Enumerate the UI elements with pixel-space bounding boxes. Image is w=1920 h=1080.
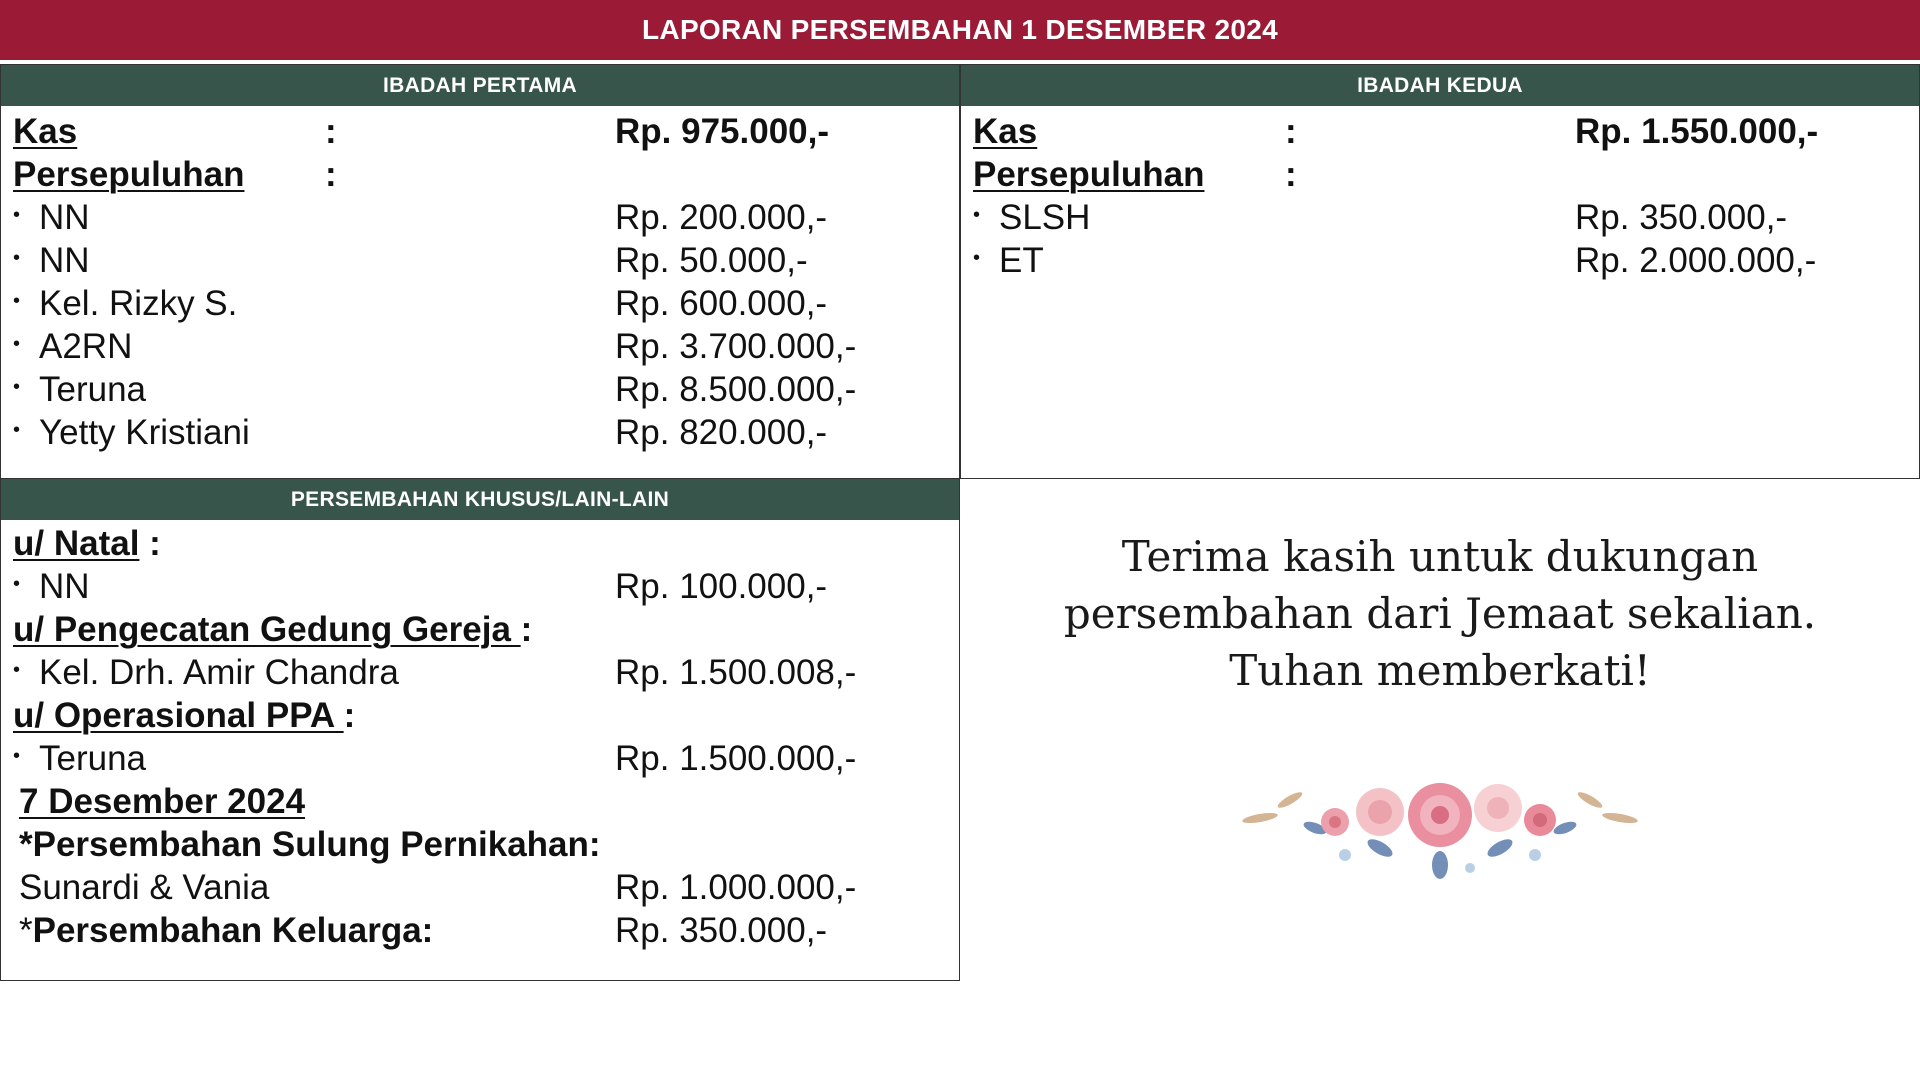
- kas-row: [13, 110, 959, 153]
- natal-colon: :: [139, 524, 161, 563]
- persembahan-khusus-header: [1, 479, 959, 520]
- donor-name: Kel. Rizky S.: [39, 284, 238, 323]
- donor-amount: Rp. 3.700.000,-: [615, 327, 857, 366]
- operasional-label: u/ Operasional PPA: [13, 696, 344, 735]
- kas-label: Kas: [973, 112, 1038, 151]
- keluarga-amount: Rp. 350.000,-: [615, 911, 828, 950]
- natal-label: u/ Natal: [13, 524, 140, 563]
- pengecatan-colon: :: [520, 610, 533, 649]
- persembahan-khusus-panel: [0, 478, 960, 981]
- list-item: [13, 239, 959, 282]
- thank-you-message: [1040, 528, 1840, 699]
- ibadah-pertama-heading: IBADAH PERTAMA: [383, 73, 577, 97]
- kas-value: Rp. 975.000,-: [615, 112, 829, 151]
- pengecatan-label: u/ Pengecatan Gedung Gereja: [13, 610, 521, 649]
- kas-label: Kas: [13, 112, 78, 151]
- persepuluhan-label: Persepuluhan: [13, 155, 245, 194]
- ibadah-pertama-panel: [0, 64, 960, 479]
- donor-name: Teruna: [39, 739, 147, 778]
- bullet-icon: •: [13, 247, 21, 270]
- donor-amount: Rp. 1.500.008,-: [615, 653, 857, 692]
- list-item: [13, 325, 959, 368]
- donor-name: ET: [999, 241, 1044, 280]
- ibadah-pertama-header: [1, 65, 959, 106]
- donor-name: Yetty Kristiani: [39, 413, 250, 452]
- kas-row: [973, 110, 1919, 153]
- date-row: [19, 780, 959, 823]
- list-item: [13, 565, 959, 608]
- flower-garland-icon: [1240, 770, 1640, 880]
- title-bar: [0, 0, 1920, 62]
- donor-name: NN: [39, 198, 90, 237]
- list-item: [13, 651, 959, 694]
- date-label: 7 Desember 2024: [19, 782, 306, 821]
- persepuluhan-row: [13, 153, 959, 196]
- donor-amount: Rp. 50.000,-: [615, 241, 808, 280]
- thanks-line-3: Tuhan memberkati!: [1229, 646, 1651, 695]
- ibadah-kedua-panel: [960, 64, 1920, 479]
- natal-row: [13, 522, 959, 565]
- keluarga-star: *: [19, 911, 33, 950]
- list-item: [973, 239, 1919, 282]
- operasional-row: [13, 694, 959, 737]
- donor-amount: Rp. 1.500.000,-: [615, 739, 857, 778]
- sulung-label: *Persembahan Sulung Pernikahan:: [19, 825, 601, 864]
- bullet-icon: •: [13, 419, 21, 442]
- donor-amount: Rp. 8.500.000,-: [615, 370, 857, 409]
- bullet-icon: •: [13, 659, 21, 682]
- bullet-icon: •: [13, 290, 21, 313]
- kas-value: Rp. 1.550.000,-: [1575, 112, 1819, 151]
- bullet-icon: •: [13, 333, 21, 356]
- thanks-line-1: Terima kasih untuk dukungan: [1121, 532, 1759, 581]
- bullet-icon: •: [13, 204, 21, 227]
- bullet-icon: •: [13, 745, 21, 768]
- sulung-row: [19, 823, 959, 866]
- donor-amount: Rp. 820.000,-: [615, 413, 828, 452]
- bullet-icon: •: [13, 376, 21, 399]
- donor-amount: Rp. 1.000.000,-: [615, 868, 857, 907]
- persembahan-khusus-heading: PERSEMBAHAN KHUSUS/LAIN-LAIN: [290, 487, 670, 511]
- donor-amount: Rp. 200.000,-: [615, 198, 828, 237]
- donor-name: NN: [39, 241, 90, 280]
- donor-name: SLSH: [999, 198, 1091, 237]
- thanks-line-2: persembahan dari Jemaat sekalian.: [1063, 589, 1817, 638]
- bullet-icon: •: [13, 573, 21, 596]
- list-item: [19, 866, 959, 909]
- list-item: [13, 282, 959, 325]
- list-item: [13, 411, 959, 454]
- donor-name: A2RN: [39, 327, 133, 366]
- donor-name: NN: [39, 567, 90, 606]
- persepuluhan-row: [973, 153, 1919, 196]
- list-item: [973, 196, 1919, 239]
- kas-colon: :: [325, 112, 337, 151]
- list-item: [13, 196, 959, 239]
- donor-name: Teruna: [39, 370, 147, 409]
- persepuluhan-colon: :: [1285, 155, 1297, 194]
- donor-amount: Rp. 2.000.000,-: [1575, 241, 1817, 280]
- persepuluhan-label: Persepuluhan: [973, 155, 1205, 194]
- kas-colon: :: [1285, 112, 1297, 151]
- list-item: [13, 737, 959, 780]
- ibadah-kedua-header: [961, 65, 1919, 106]
- donor-amount: Rp. 350.000,-: [1575, 198, 1788, 237]
- bullet-icon: •: [973, 247, 981, 270]
- operasional-colon: :: [343, 696, 356, 735]
- ibadah-kedua-heading: IBADAH KEDUA: [1357, 73, 1523, 97]
- bullet-icon: •: [973, 204, 981, 227]
- keluarga-label: Persembahan Keluarga:: [32, 911, 434, 950]
- list-item: [13, 368, 959, 411]
- donor-name: Kel. Drh. Amir Chandra: [39, 653, 399, 692]
- pengecatan-row: [13, 608, 959, 651]
- donor-amount: Rp. 600.000,-: [615, 284, 828, 323]
- donor-amount: Rp. 100.000,-: [615, 567, 828, 606]
- donor-name: Sunardi & Vania: [19, 868, 270, 907]
- persepuluhan-colon: :: [325, 155, 337, 194]
- keluarga-row: [19, 909, 959, 952]
- page-title: LAPORAN PERSEMBAHAN 1 DESEMBER 2024: [642, 14, 1278, 45]
